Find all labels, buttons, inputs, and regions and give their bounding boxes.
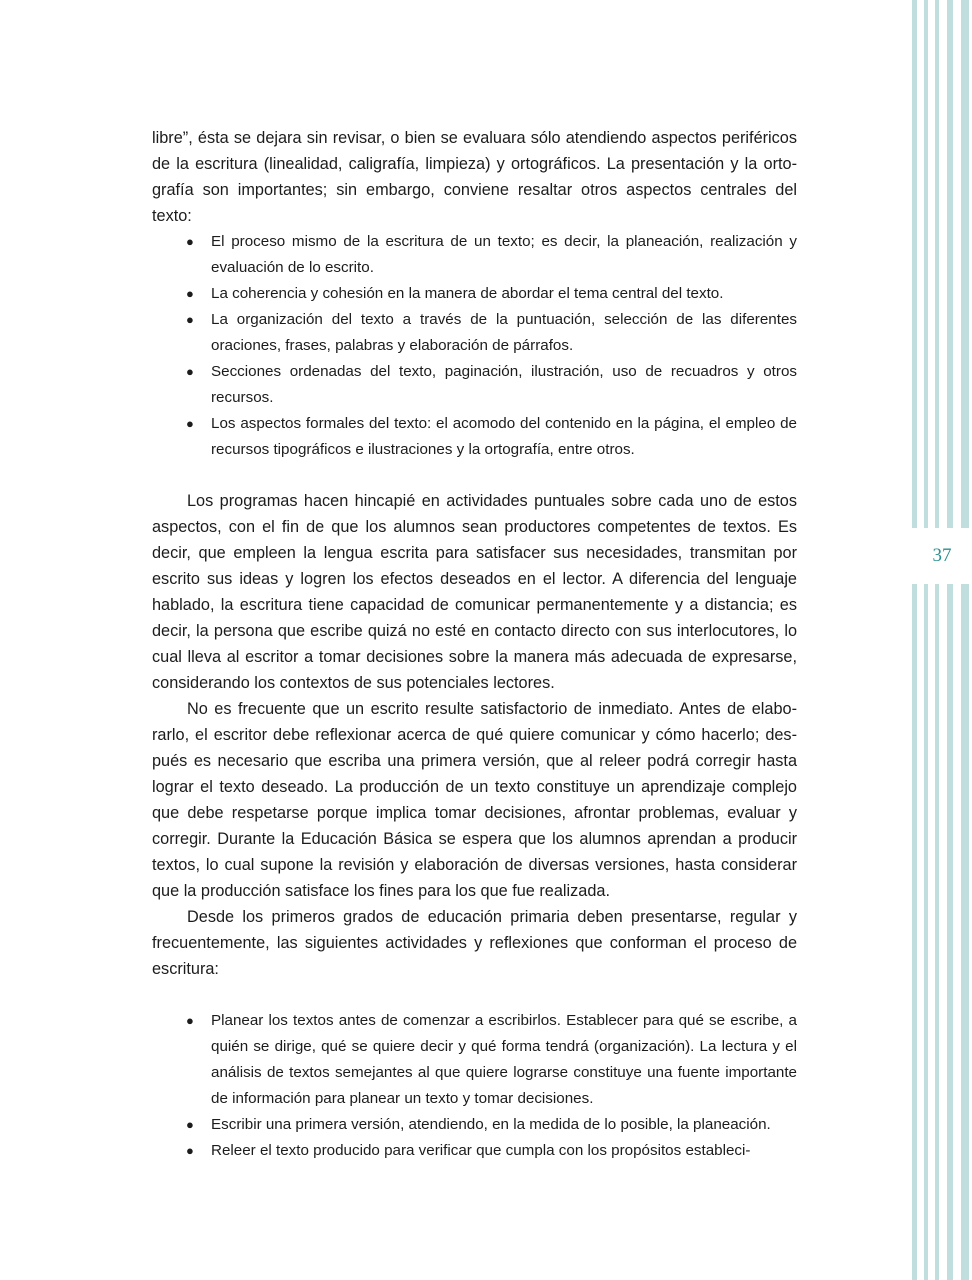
list-item (152, 1138, 797, 1164)
bullet-icon: ● (186, 1013, 194, 1028)
list-item-text: Planear los textos antes de comenzar a escribirlos. Establecer para qué se escribe, a quién se dirige, qué se quiere decir y qué forma tendrá (organización). La lectura y el análisis de textos semejantes al que quiere lograrse constituye una fuente importante de información para planear un texto y tomar decisiones. (211, 1012, 797, 1107)
bullet-icon: ● (186, 364, 194, 379)
page-body (152, 125, 797, 1164)
list-item (152, 229, 797, 281)
page-number: 37 (932, 545, 952, 566)
spacer (152, 463, 797, 488)
list-item (152, 411, 797, 463)
body-paragraph: Desde los primeros grados de educación primaria deben presentarse, regular y frecuentemente, las siguientes actividades y reflexiones que conforman el proceso de escritura: (152, 908, 797, 978)
list-item (152, 359, 797, 411)
bullet-icon: ● (186, 416, 194, 431)
margin-stripe (924, 0, 928, 1280)
list-item (152, 281, 797, 307)
bullet-icon: ● (186, 234, 194, 249)
bullet-icon: ● (186, 286, 194, 301)
decorative-margin-stripes (912, 0, 972, 1280)
margin-stripe (961, 0, 969, 1280)
margin-stripe (935, 0, 939, 1280)
list-item-text: La organización del texto a través de la puntuación, selección de las diferentes oraciones, frases, palabras y elaboración de párrafos. (211, 311, 797, 354)
list-item (152, 1112, 797, 1138)
list-item-text: Escribir una primera versión, atendiendo, en la medida de lo posible, la planeación. (211, 1116, 771, 1133)
list-item-text: Los aspectos formales del texto: el acomodo del contenido en la página, el empleo de recursos tipográficos e ilustraciones y la ortografía, entre otros. (211, 415, 797, 458)
bullet-icon: ● (186, 1143, 194, 1158)
list-item (152, 1008, 797, 1112)
margin-stripe (912, 0, 917, 1280)
list-item (152, 307, 797, 359)
writing-process-list (152, 1008, 797, 1164)
page-number-box (912, 528, 972, 584)
bullet-icon: ● (186, 1117, 194, 1132)
intro-paragraph: libre”, ésta se dejara sin revisar, o bien se evaluara sólo atendiendo aspectos periféricos de la escritura (linealidad, caligrafía, limpieza) y ortográficos. La presentación y la ortografía son importantes; sin embargo, conviene resaltar otros aspectos centrales del texto: (152, 129, 797, 225)
list-item-text: Releer el texto producido para verificar que cumpla con los propósitos estableci- (211, 1142, 751, 1159)
bullet-icon: ● (186, 312, 194, 327)
list-item-text: El proceso mismo de la escritura de un texto; es decir, la planeación, realización y evaluación de lo escrito. (211, 233, 797, 276)
body-paragraph: Los programas hacen hincapié en actividades puntuales sobre cada uno de estos aspectos, con el fin de que los alumnos sean productores competentes de textos. Es decir, que empleen la lengua escrita para satisfacer sus necesidades, transmitan por escrito sus ideas y logren los efectos deseados en el lector. A diferencia del lenguaje hablado, la escritura tiene capacidad de comunicar permanentemente y a distancia; es decir, la persona que escribe quizá no esté en contacto directo con sus interlocutores, lo cual lleva al escritor a tomar decisiones sobre la manera más adecuada de expresarse, considerando los contextos de sus potenciales lectores. (152, 492, 797, 692)
list-item-text: Secciones ordenadas del texto, paginación, ilustración, uso de recuadros y otros recursos. (211, 363, 797, 406)
aspects-list (152, 229, 797, 463)
list-item-text: La coherencia y cohesión en la manera de abordar el tema central del texto. (211, 285, 724, 302)
margin-stripe (947, 0, 953, 1280)
spacer (152, 982, 797, 1008)
body-paragraph: No es frecuente que un escrito resulte satisfactorio de inmediato. Antes de elaborarlo, el escritor debe reflexionar acerca de qué quiere comunicar y cómo hacerlo; después es necesario que escriba una primera versión, que al releer podrá corregir hasta lograr el texto deseado. La producción de un texto constituye un aprendizaje complejo que debe respetarse porque implica tomar decisiones, afrontar problemas, evaluar y corregir. Durante la Educación Básica se espera que los alumnos aprendan a producir textos, lo cual supone la revisión y elaboración de diversas versiones, hasta considerar que la producción satisface los fines para los que fue realizada. (152, 700, 797, 900)
